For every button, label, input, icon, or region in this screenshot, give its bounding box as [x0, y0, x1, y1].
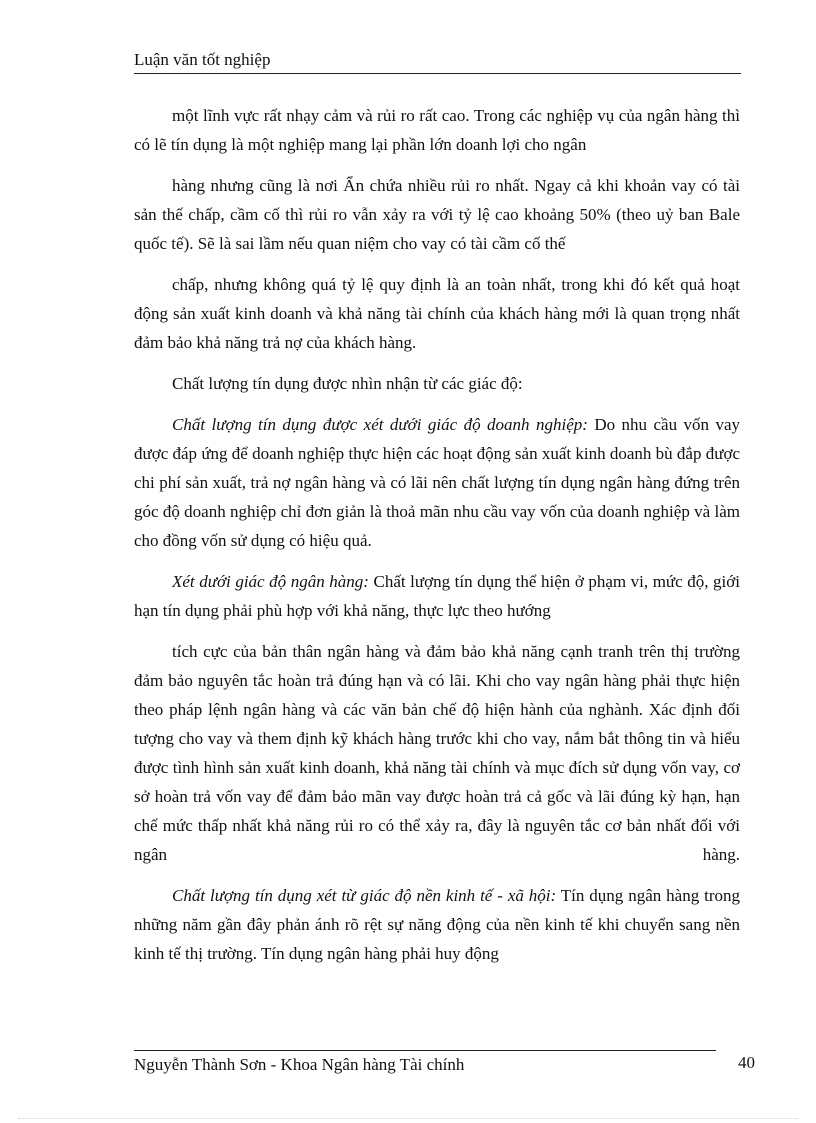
- paragraph-8-lead: Chất lượng tín dụng xét từ giác độ nền kinh tế - xã hội:: [172, 886, 557, 905]
- paragraph-2: [134, 171, 740, 258]
- paragraph-3: [134, 270, 740, 357]
- paragraph-1: [134, 101, 740, 159]
- paragraph-2-text: hàng nhưng cũng là nơi Ẩn chứa nhiều rủi ro nhất. Ngay cả khi khoản vay có tài sản thế chấp, cầm cố thì rủi ro vẫn xảy ra với tỷ lệ cao khoảng 50% (theo uỷ ban Bale quốc tế). Sẽ là sai lầm nếu quan niệm cho vay có tài cầm cố thế: [134, 176, 740, 253]
- header-title: Luận văn tốt nghiệp: [134, 50, 271, 69]
- paragraph-6-text: Chất lượng tín dụng thể hiện ở phạm vi, mức độ, giới hạn tín dụng phải phù hợp với khả năng, thực lực theo hướng: [134, 572, 740, 620]
- footer-author: Nguyễn Thành Sơn - Khoa Ngân hàng Tài chính: [134, 1055, 465, 1074]
- paragraph-8-text: Tín dụng ngân hàng trong những năm gần đây phản ánh rõ rệt sự năng động của nền kinh tế khi chuyển sang nền kinh tế thị trường. Tín dụng ngân hàng phải huy động: [134, 886, 741, 963]
- paragraph-4-text: Chất lượng tín dụng được nhìn nhận từ các giác độ:: [172, 374, 523, 393]
- page-edge-divider: [18, 1118, 798, 1119]
- paragraph-7-text: tích cực của bản thân ngân hàng và đảm bảo khả năng cạnh tranh trên thị trường đảm bảo nguyên tắc hoàn trả đúng hạn và có lãi. Khi cho vay ngân hàng phải thực hiện theo pháp lệnh ngân hàng và các văn bản chế độ hiện hành của nghành. Xác định đối tượng cho vay và them định kỹ khách hàng trước khi cho vay, nắm bắt thông tin và hiểu được tình hình sản xuất kinh doanh, khả năng tài chính và mục đích sử dụng vốn vay, cơ sở hoàn trả vốn vay để đảm bảo mãn vay được hoàn trả cả gốc và lãi đúng kỳ hạn, hạn chế mức thấp nhất khả năng rủi ro có thể xảy ra, đây là nguyên tắc cơ bản nhất đối với ngân hàng.: [134, 642, 740, 864]
- paragraph-5-lead: Chất lượng tín dụng được xét dưới giác độ doanh nghiệp:: [172, 415, 588, 434]
- body-text: [134, 101, 740, 980]
- paragraph-4: [134, 369, 740, 398]
- paragraph-8: [134, 881, 740, 968]
- paragraph-5: [134, 410, 740, 555]
- paragraph-5-text: Do nhu cầu vốn vay được đáp ứng để doanh nghiệp thực hiện các hoạt động sản xuất kinh doanh bù đắp được chi phí sản xuất, trả nợ ngân hàng và có lãi nên chất lượng tín dụng ngân hàng đứng trên góc độ doanh nghiệp chỉ đơn giản là thoả mãn nhu cầu vay vốn của doanh nghiệp và làm cho đồng vốn sử dụng có hiệu quả.: [134, 415, 740, 550]
- page-number: 40: [738, 1053, 755, 1072]
- running-header: [134, 48, 741, 74]
- paragraph-1-text: một lĩnh vực rất nhạy cảm và rủi ro rất cao. Trong các nghiệp vụ của ngân hàng thì có lẽ tín dụng là một nghiệp mang lại phần lớn doanh lợi cho ngân: [134, 106, 740, 154]
- paragraph-3-text: chấp, nhưng không quá tỷ lệ quy định là an toàn nhất, trong khi đó kết quả hoạt động sản xuất kinh doanh và khả năng tài chính của khách hàng mới là quan trọng nhất đảm bảo khả năng trả nợ của khách hàng.: [134, 275, 740, 352]
- paragraph-6-lead: Xét dưới giác độ ngân hàng:: [172, 572, 369, 591]
- footer-divider: [134, 1050, 716, 1051]
- paragraph-7: [134, 637, 740, 869]
- paragraph-6: [134, 567, 740, 625]
